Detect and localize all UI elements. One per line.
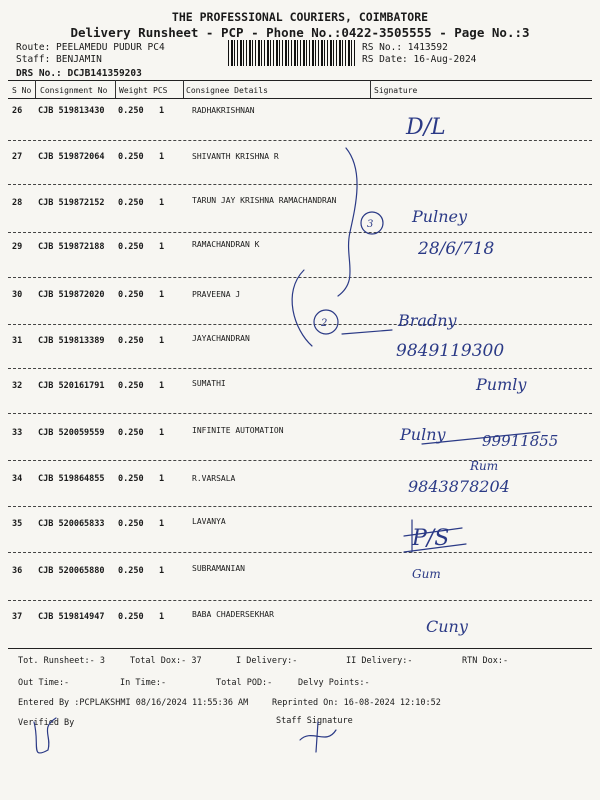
col-header-consignment: Consignment No: [40, 86, 108, 95]
hw-row29-date: 28/6/718: [418, 239, 495, 259]
in-time: In Time:-: [120, 678, 167, 688]
column-separator: [115, 80, 116, 98]
total-pod: Total POD:-: [216, 678, 273, 688]
row-sno: 31: [12, 336, 23, 346]
row-consignment: CJB 519864855: [38, 474, 105, 484]
row-consignee: RADHAKRISHNAN: [192, 106, 255, 115]
row-divider: [8, 368, 592, 369]
company-title: THE PROFESSIONAL COURIERS, COIMBATORE: [171, 10, 429, 24]
row-weight: 0.250: [118, 428, 144, 438]
row-pcs: 1: [159, 106, 165, 116]
row-pcs: 1: [159, 612, 165, 622]
hw-row33-phone: 99911855: [482, 432, 559, 450]
row-divider: [8, 600, 592, 601]
row-consignment: CJB 519872152: [38, 198, 105, 208]
hw-row37-sig: Cuny: [426, 617, 468, 636]
header-rule-top: [8, 80, 592, 81]
row-consignment: CJB 519872020: [38, 290, 105, 300]
row-pcs: 1: [159, 242, 165, 252]
row-sno: 30: [12, 290, 23, 300]
entered-by: Entered By :PCPLAKSHMI 08/16/2024 11:55:36 AM: [18, 698, 249, 708]
row-consignee: RAMACHANDRAN K: [192, 240, 260, 249]
row-consignee: R.VARSALA: [192, 474, 236, 483]
header-rule-bottom: [8, 98, 592, 99]
row-consignment: CJB 520161791: [38, 381, 105, 391]
hw-row36-sig: Gum: [412, 567, 441, 581]
row-sno: 35: [12, 519, 23, 529]
column-separator: [370, 80, 371, 98]
row-divider: [8, 552, 592, 553]
col-header-pcs: PCS: [153, 86, 168, 95]
row-consignment: CJB 520065880: [38, 566, 105, 576]
i-delivery: I Delivery:-: [236, 656, 298, 666]
hw-row31-phone: 9849119300: [396, 341, 505, 361]
row-sno: 29: [12, 242, 23, 252]
barcode: [228, 40, 356, 66]
row-consignee: BABA CHADERSEKHAR: [192, 610, 274, 619]
hw-row26: D/L: [406, 115, 446, 140]
row-consignment: CJB 519813389: [38, 336, 105, 346]
row-consignment: CJB 519872188: [38, 242, 105, 252]
hw-row35-mark: P/S: [412, 526, 450, 551]
row-weight: 0.250: [118, 474, 144, 484]
row-consignee: INFINITE AUTOMATION: [192, 426, 284, 435]
row-weight: 0.250: [118, 566, 144, 576]
row-pcs: 1: [159, 566, 165, 576]
row-divider: [8, 324, 592, 325]
row-sno: 32: [12, 381, 23, 391]
row-consignee: TARUN JAY KRISHNA RAMACHANDRAN: [192, 196, 337, 205]
row-pcs: 1: [159, 198, 165, 208]
col-header-consignee: Consignee Details: [186, 86, 268, 95]
rs-date: RS Date: 16-Aug-2024: [362, 54, 477, 65]
row-divider: [8, 277, 592, 278]
row-pcs: 1: [159, 336, 165, 346]
row-divider: [8, 413, 592, 414]
row-divider: [8, 232, 592, 233]
hw-row34-sig: Rum: [470, 459, 499, 473]
row-weight: 0.250: [118, 381, 144, 391]
col-header-signature: Signature: [374, 86, 418, 95]
row-weight: 0.250: [118, 519, 144, 529]
row-consignment: CJB 519813430: [38, 106, 105, 116]
row-consignee: LAVANYA: [192, 517, 226, 526]
row-pcs: 1: [159, 474, 165, 484]
row-sno: 26: [12, 106, 23, 116]
row-divider: [8, 140, 592, 141]
row-consignee: SUBRAMANIAN: [192, 564, 245, 573]
row-pcs: 1: [159, 290, 165, 300]
row-divider: [8, 506, 592, 507]
hw-row33-sig: Pulny: [400, 425, 446, 444]
row-sno: 33: [12, 428, 23, 438]
verified-by: Verified By: [18, 718, 75, 728]
table-bottom-rule: [8, 648, 592, 649]
row-weight: 0.250: [118, 106, 144, 116]
row-consignee: SHIVANTH KRISHNA R: [192, 152, 279, 161]
hw-row34-phone: 9843878204: [408, 477, 510, 496]
row-divider: [8, 184, 592, 185]
row-weight: 0.250: [118, 152, 144, 162]
hw-row32-sig: Pumly: [476, 375, 527, 394]
row-consignment: CJB 519872064: [38, 152, 105, 162]
route-text: Route: PEELAMEDU PUDUR PC4: [16, 42, 165, 53]
hw-row30-sig: Bradny: [398, 311, 457, 330]
hw-row28-circle: 3: [367, 219, 374, 230]
rtn-dox: RTN Dox:-: [462, 656, 509, 666]
row-weight: 0.250: [118, 290, 144, 300]
row-sno: 34: [12, 474, 23, 484]
out-time: Out Time:-: [18, 678, 70, 688]
hw-row30-circle: 2: [321, 318, 328, 329]
row-sno: 36: [12, 566, 23, 576]
staff-signature: Staff Signature: [276, 716, 353, 726]
col-header-weight: Weight: [119, 86, 148, 95]
row-weight: 0.250: [118, 242, 144, 252]
hw-row28-sig: Pulney: [412, 207, 467, 226]
row-pcs: 1: [159, 152, 165, 162]
row-weight: 0.250: [118, 198, 144, 208]
row-weight: 0.250: [118, 612, 144, 622]
column-separator: [183, 80, 184, 98]
col-header-sno: S No: [12, 86, 32, 95]
rs-number: RS No.: 1413592: [362, 42, 448, 53]
row-consignment: CJB 519814947: [38, 612, 105, 622]
row-divider: [8, 460, 592, 461]
row-consignee: SUMATHI: [192, 379, 226, 388]
row-pcs: 1: [159, 519, 165, 529]
staff-text: Staff: BENJAMIN: [16, 54, 102, 65]
ii-delivery: II Delivery:-: [346, 656, 413, 666]
drs-number: DRS No.: DCJB141359203: [16, 68, 142, 79]
row-sno: 27: [12, 152, 23, 162]
row-pcs: 1: [159, 428, 165, 438]
row-consignment: CJB 520065833: [38, 519, 105, 529]
total-dox: Total Dox:- 37: [130, 656, 202, 666]
row-consignee: JAYACHANDRAN: [192, 334, 250, 343]
row-sno: 28: [12, 198, 23, 208]
tot-runsheet: Tot. Runsheet:- 3: [18, 656, 105, 666]
row-weight: 0.250: [118, 336, 144, 346]
row-pcs: 1: [159, 381, 165, 391]
delvy-points: Delvy Points:-: [298, 678, 370, 688]
row-consignee: PRAVEENA J: [192, 290, 241, 299]
row-sno: 37: [12, 612, 23, 622]
runsheet-subtitle: Delivery Runsheet - PCP - Phone No.:0422-3505555 - Page No.:3: [70, 25, 530, 40]
reprinted-on: Reprinted On: 16-08-2024 12:10:52: [272, 698, 441, 708]
column-separator: [35, 80, 36, 98]
row-consignment: CJB 520059559: [38, 428, 105, 438]
